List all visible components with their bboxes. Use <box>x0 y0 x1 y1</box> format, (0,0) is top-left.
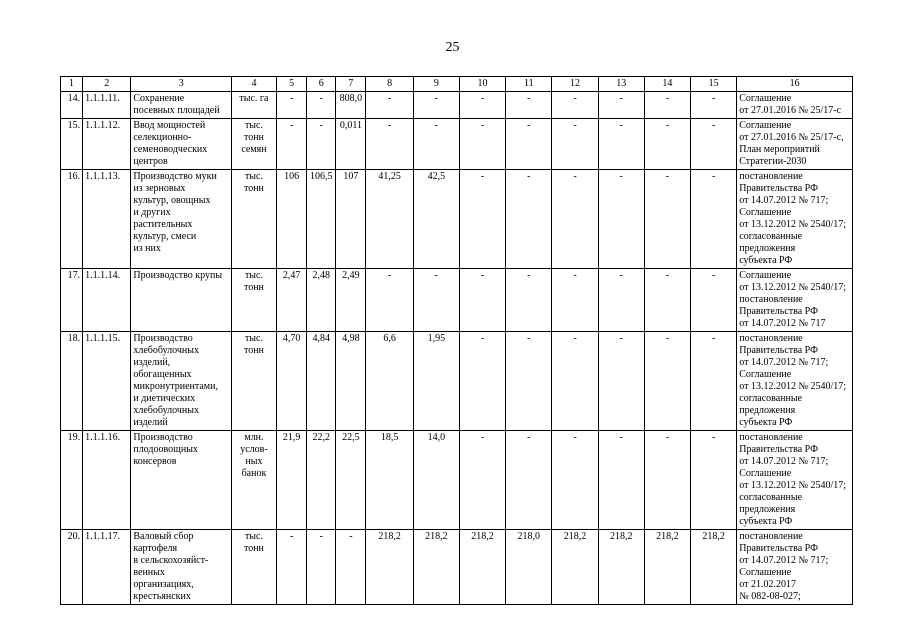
value-cell: - <box>506 332 552 431</box>
value-cell: 42,5 <box>413 170 459 269</box>
column-number: 15 <box>691 77 737 92</box>
value-cell: - <box>644 170 690 269</box>
column-number: 1 <box>61 77 83 92</box>
value-cell: 2,47 <box>277 269 307 332</box>
basis-cell: Соглашение от 13.12.2012 № 2540/17; постановление Правительства РФ от 14.07.2012 № 717 <box>737 269 853 332</box>
value-cell: - <box>552 332 598 431</box>
basis-cell: Соглашение от 27.01.2016 № 25/17-с, План мероприятий Стратегии-2030 <box>737 119 853 170</box>
indicator-name: Производство крупы <box>131 269 232 332</box>
value-cell: - <box>277 530 307 605</box>
value-cell: - <box>598 431 644 530</box>
column-number: 5 <box>277 77 307 92</box>
row-number: 20. <box>61 530 83 605</box>
column-number: 6 <box>307 77 336 92</box>
unit-cell: млн. услов- ных банок <box>231 431 276 530</box>
value-cell: - <box>691 92 737 119</box>
value-cell: 4,70 <box>277 332 307 431</box>
value-cell: - <box>307 530 336 605</box>
value-cell: - <box>644 269 690 332</box>
value-cell: 218,2 <box>598 530 644 605</box>
value-cell: - <box>459 119 505 170</box>
value-cell: - <box>366 92 413 119</box>
column-number: 8 <box>366 77 413 92</box>
value-cell: - <box>413 119 459 170</box>
basis-cell: постановление Правительства РФ от 14.07.2012 № 717; Соглашение от 13.12.2012 № 2540/17; согласованные предложения субъекта РФ <box>737 431 853 530</box>
indicator-name: Производство муки из зерновых культур, овощных и других растительных культур, смеси из них <box>131 170 232 269</box>
value-cell: - <box>277 92 307 119</box>
value-cell: - <box>506 431 552 530</box>
row-code: 1.1.1.14. <box>83 269 131 332</box>
value-cell: - <box>307 92 336 119</box>
value-cell: 218,2 <box>691 530 737 605</box>
value-cell: 4,84 <box>307 332 336 431</box>
row-number: 15. <box>61 119 83 170</box>
value-cell: 21,9 <box>277 431 307 530</box>
value-cell: - <box>552 269 598 332</box>
unit-cell: тыс. тонн семян <box>231 119 276 170</box>
value-cell: 4,98 <box>336 332 366 431</box>
value-cell: 218,2 <box>366 530 413 605</box>
value-cell: - <box>598 92 644 119</box>
value-cell: 106,5 <box>307 170 336 269</box>
table-row <box>61 269 853 332</box>
table-row <box>61 92 853 119</box>
row-number: 16. <box>61 170 83 269</box>
value-cell: - <box>644 332 690 431</box>
table-row <box>61 431 853 530</box>
row-number: 18. <box>61 332 83 431</box>
value-cell: - <box>691 431 737 530</box>
basis-cell: постановление Правительства РФ от 14.07.2012 № 717; Соглашение от 13.12.2012 № 2540/17; согласованные предложения субъекта РФ <box>737 332 853 431</box>
value-cell: - <box>277 119 307 170</box>
value-cell: - <box>366 269 413 332</box>
indicators-table <box>60 76 853 605</box>
row-code: 1.1.1.16. <box>83 431 131 530</box>
indicator-name: Сохранение посевных площадей <box>131 92 232 119</box>
value-cell: 1,95 <box>413 332 459 431</box>
column-number: 3 <box>131 77 232 92</box>
value-cell: 218,0 <box>506 530 552 605</box>
value-cell: 22,2 <box>307 431 336 530</box>
table-row <box>61 170 853 269</box>
value-cell: - <box>506 119 552 170</box>
value-cell: - <box>366 119 413 170</box>
column-number: 12 <box>552 77 598 92</box>
value-cell: - <box>307 119 336 170</box>
value-cell: 22,5 <box>336 431 366 530</box>
value-cell: - <box>644 431 690 530</box>
table-row <box>61 332 853 431</box>
value-cell: - <box>459 431 505 530</box>
value-cell: 106 <box>277 170 307 269</box>
unit-cell: тыс. тонн <box>231 332 276 431</box>
value-cell: 0,011 <box>336 119 366 170</box>
column-number: 13 <box>598 77 644 92</box>
value-cell: - <box>691 119 737 170</box>
table-row <box>61 119 853 170</box>
row-number: 14. <box>61 92 83 119</box>
indicator-name: Производство плодоовощных консервов <box>131 431 232 530</box>
column-number: 4 <box>231 77 276 92</box>
value-cell: - <box>552 170 598 269</box>
value-cell: 41,25 <box>366 170 413 269</box>
unit-cell: тыс. тонн <box>231 530 276 605</box>
unit-cell: тыс. га <box>231 92 276 119</box>
column-number-row <box>61 77 853 92</box>
value-cell: 2,49 <box>336 269 366 332</box>
value-cell: - <box>459 332 505 431</box>
row-code: 1.1.1.13. <box>83 170 131 269</box>
value-cell: - <box>336 530 366 605</box>
row-code: 1.1.1.15. <box>83 332 131 431</box>
row-code: 1.1.1.17. <box>83 530 131 605</box>
value-cell: 218,2 <box>644 530 690 605</box>
value-cell: 107 <box>336 170 366 269</box>
value-cell: - <box>644 92 690 119</box>
value-cell: 6,6 <box>366 332 413 431</box>
value-cell: - <box>598 332 644 431</box>
value-cell: - <box>691 170 737 269</box>
indicator-name: Производство хлебобулочных изделий, обогащенных микронутриентами, и диетических хлебобулочных изделий <box>131 332 232 431</box>
column-number: 10 <box>459 77 505 92</box>
value-cell: - <box>598 119 644 170</box>
value-cell: - <box>691 269 737 332</box>
value-cell: 218,2 <box>552 530 598 605</box>
value-cell: 218,2 <box>459 530 505 605</box>
unit-cell: тыс. тонн <box>231 170 276 269</box>
value-cell: - <box>413 92 459 119</box>
unit-cell: тыс. тонн <box>231 269 276 332</box>
value-cell: 2,48 <box>307 269 336 332</box>
value-cell: - <box>691 332 737 431</box>
page-number: 25 <box>445 40 460 55</box>
row-code: 1.1.1.11. <box>83 92 131 119</box>
value-cell: - <box>552 92 598 119</box>
column-number: 11 <box>506 77 552 92</box>
value-cell: - <box>644 119 690 170</box>
value-cell: 218,2 <box>413 530 459 605</box>
value-cell: - <box>459 92 505 119</box>
value-cell: - <box>552 431 598 530</box>
value-cell: - <box>552 119 598 170</box>
column-number: 14 <box>644 77 690 92</box>
basis-cell: Соглашение от 27.01.2016 № 25/17-с <box>737 92 853 119</box>
column-number: 16 <box>737 77 853 92</box>
value-cell: - <box>459 170 505 269</box>
value-cell: 18,5 <box>366 431 413 530</box>
column-number: 7 <box>336 77 366 92</box>
value-cell: - <box>506 269 552 332</box>
basis-cell: постановление Правительства РФ от 14.07.2012 № 717; Соглашение от 13.12.2012 № 2540/17; согласованные предложения субъекта РФ <box>737 170 853 269</box>
column-number: 9 <box>413 77 459 92</box>
value-cell: - <box>506 170 552 269</box>
value-cell: - <box>459 269 505 332</box>
value-cell: - <box>598 269 644 332</box>
value-cell: 808,0 <box>336 92 366 119</box>
row-number: 17. <box>61 269 83 332</box>
indicator-name: Ввод мощностей селекционно- семеноводческих центров <box>131 119 232 170</box>
value-cell: - <box>413 269 459 332</box>
value-cell: 14,0 <box>413 431 459 530</box>
basis-cell: постановление Правительства РФ от 14.07.2012 № 717; Соглашение от 21.02.2017 № 082-08-027; <box>737 530 853 605</box>
indicator-name: Валовый сбор картофеля в сельскохозяйст- венных организациях, крестьянских <box>131 530 232 605</box>
row-code: 1.1.1.12. <box>83 119 131 170</box>
column-number: 2 <box>83 77 131 92</box>
table-row <box>61 530 853 605</box>
row-number: 19. <box>61 431 83 530</box>
value-cell: - <box>506 92 552 119</box>
value-cell: - <box>598 170 644 269</box>
